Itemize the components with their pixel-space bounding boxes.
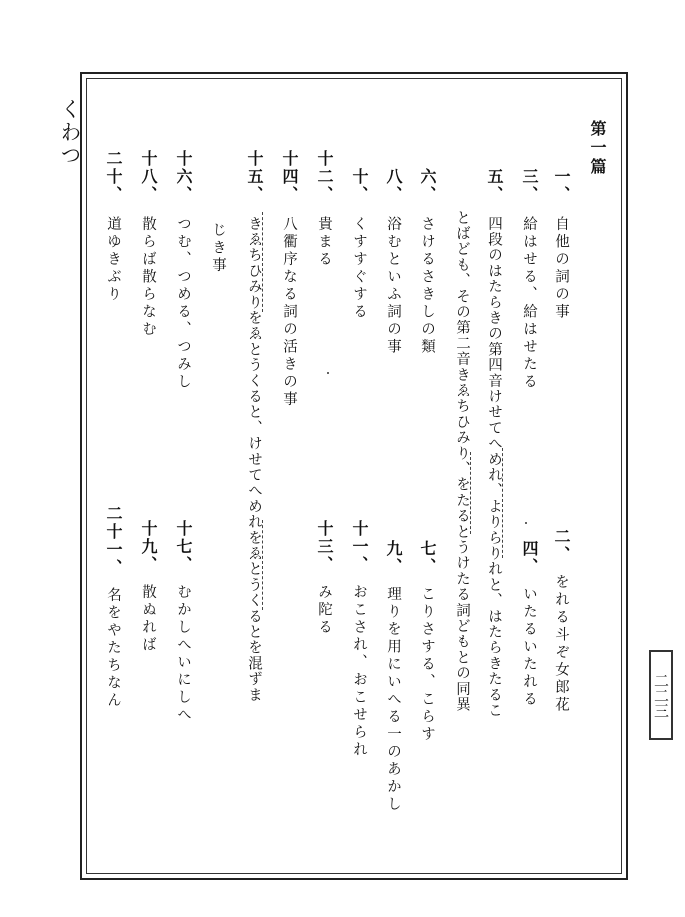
entry-text: 四段のはたらきの第四音けせてへめれ、よりらりれと、はたらきたるこ	[486, 216, 502, 719]
entry-text: こりさする、こらす	[419, 586, 435, 744]
entry-text: み陀る	[316, 584, 332, 637]
entry-number: 十二、	[315, 150, 334, 204]
page-number: 二二三	[649, 650, 673, 740]
entry-text: をれる斗ぞ女郎花	[553, 574, 569, 714]
entry-text: 名をやたちなん	[105, 587, 121, 710]
entry-number: 十七、	[174, 520, 193, 574]
entry-text: おこされ、おこせられ	[351, 584, 367, 759]
entry-number: 九、	[384, 540, 403, 576]
entry-1	[550, 168, 572, 321]
entry-text: 八衢序なる詞の活きの事	[281, 216, 297, 409]
emphasis-mark	[470, 452, 477, 534]
entry-number: 八、	[384, 168, 403, 204]
entry-number: 七、	[418, 540, 437, 576]
entry-3	[518, 168, 540, 391]
entry-14	[278, 150, 300, 409]
entry-8	[382, 168, 404, 356]
entry-text: くすすぐする	[351, 216, 367, 321]
section-heading: 第一篇	[588, 120, 607, 177]
entry-number: 六、	[418, 168, 437, 204]
emphasis-mark	[262, 520, 269, 610]
entry-text: 道ゆきぶり	[105, 216, 121, 304]
entry-17	[172, 520, 194, 724]
entry-number: 十六、	[174, 150, 193, 204]
entry-number: 十四、	[280, 150, 299, 204]
entry-9	[382, 540, 404, 814]
emphasis-mark	[262, 212, 269, 312]
entry-number: 十八、	[139, 150, 158, 204]
entry-text: 浴むといふ詞の事	[385, 216, 401, 356]
entry-text: 理りを用にいへる一のあかし	[385, 586, 401, 814]
entry-5	[483, 168, 505, 718]
entry-text: 散らば散らなむ	[140, 216, 156, 339]
entry-text: きゑちひみりをゑとうくると、けせてへめれをゑとうくるとを混ずま	[246, 216, 262, 703]
entry-number: 二、	[552, 528, 571, 564]
entry-number: 十三、	[315, 520, 334, 574]
entry-6	[416, 168, 438, 356]
entry-21	[102, 505, 124, 710]
entry-number: 三、	[520, 168, 539, 204]
entry-number: 十五、	[245, 150, 264, 204]
emphasis-mark	[502, 448, 509, 558]
entry-4	[518, 540, 540, 709]
entry-number: 十一、	[350, 520, 369, 574]
entry-7	[416, 540, 438, 744]
entry-text: 散ぬれば	[140, 584, 156, 654]
entry-20	[102, 150, 124, 304]
stray-dot	[327, 372, 329, 374]
entry-15-continuation	[207, 222, 229, 275]
entry-2	[550, 528, 572, 714]
entry-text: 自他の詞の事	[553, 216, 569, 321]
entry-text: じき事	[210, 222, 226, 275]
entry-number: 十九、	[139, 520, 158, 574]
entry-text: とばども、その第二音きゑちひみり、をたるとうけたる詞どもとの同異	[454, 210, 470, 713]
entry-text: つむ、つめる、つみし	[175, 216, 191, 391]
entry-number: 一、	[552, 168, 571, 204]
entry-number: 二十一、	[104, 505, 123, 577]
entry-number: 五、	[485, 168, 504, 204]
entry-12	[313, 150, 335, 269]
entry-16	[172, 150, 194, 391]
entry-text: 貴まる	[316, 216, 332, 269]
entry-text: さけるさきしの類	[419, 216, 435, 356]
entry-13	[313, 520, 335, 637]
stray-dot	[525, 522, 527, 524]
entry-text: むかしへいにしへ	[175, 584, 191, 724]
entry-number: 二十、	[104, 150, 123, 204]
entry-text: いたるいたれる	[521, 586, 537, 709]
entry-11	[348, 520, 370, 759]
entry-number: 四、	[520, 540, 539, 576]
running-head: くわつ	[58, 98, 82, 167]
entry-19	[137, 520, 159, 654]
entry-text: 給はせる、給はせたる	[521, 216, 537, 391]
entry-18	[137, 150, 159, 339]
entry-10	[348, 168, 370, 321]
entry-number: 十、	[350, 168, 369, 204]
